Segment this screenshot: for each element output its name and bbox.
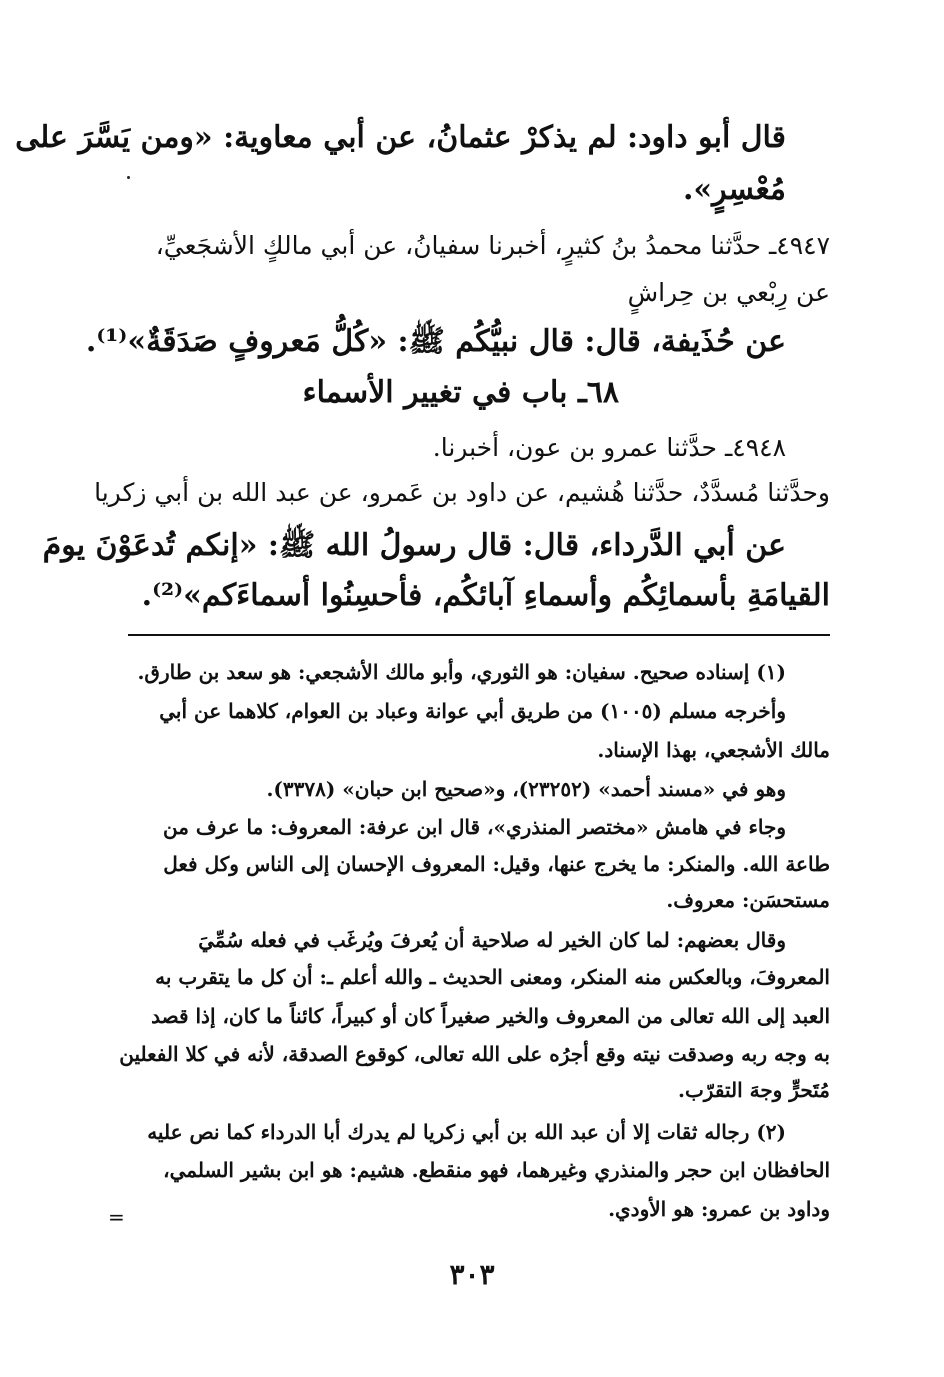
footnote-line: المعروفَ، وبالعكس منه المنكر، ومعنى الحديث ـ والله أعلم ـ: أن كل ما يتقرب به — [155, 965, 830, 989]
footnote-line: (١) إسناده صحيح. سفيان: هو الثوري، وأبو مالك الأشجعي: هو سعد بن طارق. — [137, 660, 786, 684]
footnote-line: وداود بن عمرو: هو الأودي. — [608, 1197, 830, 1221]
margin-dot — [127, 176, 130, 179]
footnote-line: وهو في «مسند أحمد» (٢٣٢٥٢)، و«صحيح ابن حبان» (٣٣٧٨). — [266, 777, 786, 801]
footnote-line: مُتَحرٍّ وجهَ التقرّب. — [678, 1078, 830, 1102]
text-line-9: القيامَةِ بأسمائِكُم وأسماءِ آبائكُم، فأحسِنُوا أسماءَكم»⁽²⁾. — [141, 578, 830, 613]
text-line-2: مُعْسِرٍ». — [682, 172, 786, 207]
text-line-5: عن حُذَيفة، قال: قال نبيُّكُم ﷺ: «كُلُّ مَعروفٍ صَدَقَةٌ»⁽¹⁾. — [85, 324, 786, 359]
footnote-line: (٢) رجاله ثقات إلا أن عبد الله بن أبي زكريا لم يدرك أبا الدرداء كما نص عليه — [147, 1120, 786, 1144]
footnote-line: به وجه ربه وصدقت نيته وقع أجرُه على الله تعالى، كوقوع الصدقة، لأنه في كلا الفعلين — [119, 1042, 830, 1066]
chapter-heading: ٦٨ـ باب في تغيير الأسماء — [302, 375, 619, 410]
continuation-mark: = — [108, 1205, 125, 1229]
footnote-line: وجاء في هامش «مختصر المنذري»، قال ابن عرفة: المعروف: ما عرف من — [162, 815, 786, 839]
footnote-line: الحافظان ابن حجر والمنذري وغيرهما، فهو منقطع. هشيم: هو ابن بشير السلمي، — [163, 1158, 830, 1182]
text-line-7: وحدَّثنا مُسدَّدٌ، حدَّثنا هُشيم، عن داود بن عَمرو، عن عبد الله بن أبي زكريا — [94, 478, 830, 507]
footnote-line: وقال بعضهم: لما كان الخير له صلاحية أن يُعرفَ ويُرغَب في فعله سُمِّيَ — [198, 928, 786, 952]
text-line-6: ٤٩٤٨ـ حدَّثنا عمرو بن عون، أخبرنا. — [432, 433, 786, 462]
footnote-line: العبد إلى الله تعالى من المعروف والخير صغيراً كان أو كبيراً، كائناً ما كان، إذا قصد — [151, 1004, 830, 1028]
page-number: ٣٠٣ — [449, 1258, 495, 1291]
footnote-line: مالك الأشجعي، بهذا الإسناد. — [597, 738, 830, 762]
text-line-3: ٤٩٤٧ـ حدَّثنا محمدُ بنُ كثيرٍ، أخبرنا سفيانُ، عن أبي مالكٍ الأشجَعيِّ، — [155, 231, 830, 260]
text-line-1: قال أبو داود: لم يذكرْ عثمانُ، عن أبي معاوية: «ومن يَسَّرَ على — [15, 120, 786, 155]
footnote-line: طاعة الله. والمنكر: ما يخرج عنها، وقيل: المعروف الإحسان إلى الناس وكل فعل — [163, 852, 830, 876]
footnote-divider — [128, 634, 830, 636]
footnote-line: مستحسَن: معروف. — [666, 888, 830, 912]
text-line-8: عن أبي الدَّرداء، قال: قال رسولُ الله ﷺ: «إنكم تُدعَوْنَ يومَ — [42, 528, 786, 563]
footnote-line: وأخرجه مسلم (١٠٠٥) من طريق أبي عوانة وعباد بن العوام، كلاهما عن أبي — [159, 699, 786, 723]
text-line-4: عن رِبْعي بن حِراشٍ — [627, 278, 830, 307]
